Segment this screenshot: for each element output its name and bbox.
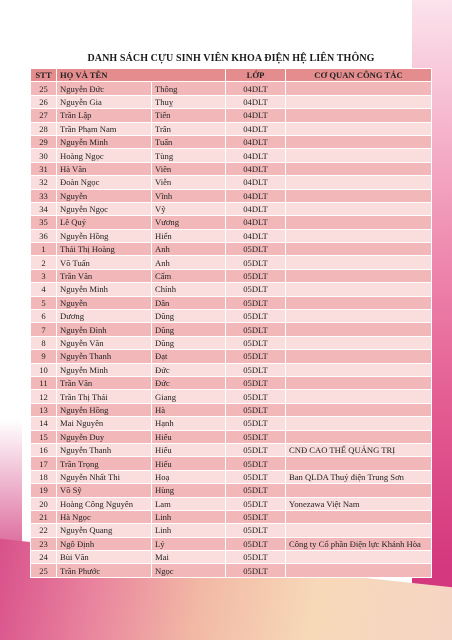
table-row [31, 310, 432, 323]
cell-lop: 04DLT [226, 162, 286, 175]
cell-ten: Vỹ [152, 202, 226, 215]
cell-co-quan: Ban QLDA Thuỷ điện Trung Sơn [286, 470, 432, 483]
cell-lop: 05DLT [226, 296, 286, 309]
table-row [31, 537, 432, 550]
cell-lop: 04DLT [226, 122, 286, 135]
cell-stt: 35 [31, 216, 57, 229]
cell-stt: 5 [31, 296, 57, 309]
cell-stt: 25 [31, 564, 57, 577]
cell-lop: 05DLT [226, 537, 286, 550]
cell-co-quan: Yonezawa Việt Nam [286, 497, 432, 510]
cell-ten: Viên [152, 162, 226, 175]
table-row [31, 443, 432, 456]
cell-ho: Nguyễn Minh [57, 135, 152, 148]
cell-lop: 04DLT [226, 149, 286, 162]
cell-ho: Mai Nguyên [57, 417, 152, 430]
cell-lop: 05DLT [226, 323, 286, 336]
cell-ten: Tuấn [152, 135, 226, 148]
cell-ho: Trần Văn [57, 269, 152, 282]
cell-stt: 11 [31, 376, 57, 389]
cell-stt: 28 [31, 122, 57, 135]
cell-lop: 04DLT [226, 176, 286, 189]
cell-lop: 05DLT [226, 443, 286, 456]
cell-stt: 12 [31, 390, 57, 403]
table-row [31, 256, 432, 269]
header-co-quan: CƠ QUAN CÔNG TÁC [286, 69, 432, 82]
cell-ho: Nguyễn Hồng [57, 229, 152, 242]
cell-lop: 05DLT [226, 470, 286, 483]
cell-ho: Nguyễn [57, 296, 152, 309]
cell-ho: Ngô Định [57, 537, 152, 550]
header-lop: LỚP [226, 69, 286, 82]
cell-ten: Viễn [152, 176, 226, 189]
cell-lop: 05DLT [226, 524, 286, 537]
cell-stt: 31 [31, 162, 57, 175]
cell-stt: 32 [31, 176, 57, 189]
cell-ten: Linh [152, 510, 226, 523]
cell-lop: 04DLT [226, 216, 286, 229]
cell-co-quan [286, 524, 432, 537]
cell-stt: 14 [31, 417, 57, 430]
cell-lop: 05DLT [226, 484, 286, 497]
cell-co-quan [286, 336, 432, 349]
cell-ten: Hiếu [152, 443, 226, 456]
table-row [31, 95, 432, 108]
cell-lop: 05DLT [226, 417, 286, 430]
cell-ten: Giang [152, 390, 226, 403]
cell-ho: Trần Phạm Nam [57, 122, 152, 135]
cell-ho: Hà Ngọc [57, 510, 152, 523]
cell-ho: Nguyễn Thanh [57, 350, 152, 363]
cell-ho: Nguyễn [57, 189, 152, 202]
cell-stt: 7 [31, 323, 57, 336]
cell-lop: 05DLT [226, 350, 286, 363]
cell-lop: 04DLT [226, 95, 286, 108]
cell-ten: Dân [152, 296, 226, 309]
cell-co-quan [286, 510, 432, 523]
cell-co-quan [286, 135, 432, 148]
cell-co-quan [286, 95, 432, 108]
cell-co-quan: CNĐ CAO THẾ QUẢNG TRỊ [286, 443, 432, 456]
cell-stt: 21 [31, 510, 57, 523]
header-stt: STT [31, 69, 57, 82]
cell-co-quan [286, 229, 432, 242]
cell-ho: Nguyễn Ngọc [57, 202, 152, 215]
cell-ten: Anh [152, 243, 226, 256]
cell-co-quan [286, 551, 432, 564]
table-row [31, 497, 432, 510]
cell-ten: Hiếu [152, 457, 226, 470]
table-row [31, 457, 432, 470]
table-row [31, 162, 432, 175]
cell-stt: 33 [31, 189, 57, 202]
cell-stt: 36 [31, 229, 57, 242]
table-row [31, 390, 432, 403]
cell-stt: 9 [31, 350, 57, 363]
cell-lop: 05DLT [226, 430, 286, 443]
cell-ho: Nguyễn Thanh [57, 443, 152, 456]
table-row [31, 323, 432, 336]
cell-lop: 04DLT [226, 109, 286, 122]
cell-co-quan [286, 417, 432, 430]
cell-ho: Nguyễn Văn [57, 336, 152, 349]
cell-lop: 05DLT [226, 390, 286, 403]
table-row [31, 243, 432, 256]
cell-ho: Võ Sỹ [57, 484, 152, 497]
cell-ten: Cẩm [152, 269, 226, 282]
cell-co-quan: Công ty Cổ phần Điện lực Khánh Hòa [286, 537, 432, 550]
cell-lop: 05DLT [226, 497, 286, 510]
cell-ho: Võ Tuấn [57, 256, 152, 269]
cell-stt: 22 [31, 524, 57, 537]
cell-co-quan [286, 109, 432, 122]
cell-ho: Hoàng Ngọc [57, 149, 152, 162]
cell-co-quan [286, 403, 432, 416]
cell-ho: Nguyễn Đình [57, 323, 152, 336]
cell-stt: 1 [31, 243, 57, 256]
cell-co-quan [286, 457, 432, 470]
cell-ten: Hà [152, 403, 226, 416]
cell-lop: 05DLT [226, 403, 286, 416]
cell-ho: Trần Thị Thái [57, 390, 152, 403]
table-row [31, 229, 432, 242]
cell-stt: 2 [31, 256, 57, 269]
cell-ten: Hiếu [152, 430, 226, 443]
cell-stt: 26 [31, 95, 57, 108]
table-row [31, 551, 432, 564]
cell-co-quan [286, 363, 432, 376]
cell-lop: 04DLT [226, 189, 286, 202]
cell-lop: 05DLT [226, 376, 286, 389]
cell-ten: Hùng [152, 484, 226, 497]
cell-ten: Mai [152, 551, 226, 564]
cell-ten: Đức [152, 376, 226, 389]
cell-ten: Tùng [152, 149, 226, 162]
cell-stt: 34 [31, 202, 57, 215]
cell-ho: Bùi Văn [57, 551, 152, 564]
cell-ten: Dũng [152, 323, 226, 336]
cell-co-quan [286, 162, 432, 175]
header-ho-ten: HỌ VÀ TÊN [57, 69, 226, 82]
cell-ho: Nguyễn Gia [57, 95, 152, 108]
cell-ten: Thông [152, 82, 226, 95]
cell-lop: 04DLT [226, 229, 286, 242]
table-row [31, 510, 432, 523]
cell-stt: 15 [31, 430, 57, 443]
cell-ho: Nguyễn Quang [57, 524, 152, 537]
table-row [31, 470, 432, 483]
cell-ten: Lý [152, 537, 226, 550]
table-row [31, 149, 432, 162]
cell-co-quan [286, 243, 432, 256]
cell-ho: Nguyễn Minh [57, 283, 152, 296]
cell-co-quan [286, 216, 432, 229]
cell-lop: 04DLT [226, 135, 286, 148]
cell-ho: Lê Quý [57, 216, 152, 229]
cell-co-quan [286, 390, 432, 403]
table-row [31, 484, 432, 497]
table-row [31, 564, 432, 577]
table-row [31, 417, 432, 430]
table-body [31, 82, 432, 577]
cell-lop: 05DLT [226, 564, 286, 577]
cell-stt: 24 [31, 551, 57, 564]
cell-co-quan [286, 310, 432, 323]
table-row [31, 82, 432, 95]
cell-lop: 05DLT [226, 510, 286, 523]
cell-ten: Hiển [152, 229, 226, 242]
cell-ho: Trần Phước [57, 564, 152, 577]
cell-co-quan [286, 176, 432, 189]
cell-ho: Dương [57, 310, 152, 323]
table-row [31, 403, 432, 416]
cell-lop: 05DLT [226, 243, 286, 256]
cell-ten: Lam [152, 497, 226, 510]
table-row [31, 430, 432, 443]
cell-stt: 20 [31, 497, 57, 510]
cell-lop: 05DLT [226, 269, 286, 282]
table-row [31, 122, 432, 135]
table-row [31, 350, 432, 363]
cell-stt: 16 [31, 443, 57, 456]
cell-ho: Nguyễn Hồng [57, 403, 152, 416]
table-row [31, 216, 432, 229]
cell-ten: Hoạ [152, 470, 226, 483]
cell-ten: Dũng [152, 310, 226, 323]
cell-stt: 18 [31, 470, 57, 483]
cell-co-quan [286, 430, 432, 443]
cell-co-quan [286, 564, 432, 577]
table-row [31, 176, 432, 189]
cell-stt: 23 [31, 537, 57, 550]
cell-ho: Hoàng Công Nguyên [57, 497, 152, 510]
cell-stt: 4 [31, 283, 57, 296]
cell-stt: 25 [31, 82, 57, 95]
cell-co-quan [286, 149, 432, 162]
cell-stt: 10 [31, 363, 57, 376]
cell-ten: Đạt [152, 350, 226, 363]
cell-co-quan [286, 323, 432, 336]
table-row [31, 336, 432, 349]
cell-lop: 05DLT [226, 457, 286, 470]
cell-lop: 04DLT [226, 82, 286, 95]
cell-stt: 6 [31, 310, 57, 323]
cell-ho: Trần Lập [57, 109, 152, 122]
table-row [31, 283, 432, 296]
cell-ho: Đoàn Ngọc [57, 176, 152, 189]
cell-co-quan [286, 269, 432, 282]
cell-stt: 3 [31, 269, 57, 282]
cell-stt: 27 [31, 109, 57, 122]
cell-lop: 05DLT [226, 256, 286, 269]
cell-lop: 05DLT [226, 551, 286, 564]
alumni-table [30, 68, 432, 578]
cell-ten: Tiến [152, 109, 226, 122]
cell-ten: Trân [152, 122, 226, 135]
page-title: DANH SÁCH CỰU SINH VIÊN KHOA ĐIỆN HỆ LIÊN THÔNG [87, 53, 375, 64]
cell-ho: Nguyễn Duy [57, 430, 152, 443]
cell-ho: Trần Văn [57, 376, 152, 389]
cell-lop: 05DLT [226, 336, 286, 349]
cell-co-quan [286, 283, 432, 296]
cell-co-quan [286, 296, 432, 309]
cell-stt: 19 [31, 484, 57, 497]
cell-ten: Chính [152, 283, 226, 296]
table-row [31, 269, 432, 282]
cell-lop: 05DLT [226, 310, 286, 323]
cell-co-quan [286, 256, 432, 269]
cell-stt: 30 [31, 149, 57, 162]
cell-co-quan [286, 189, 432, 202]
cell-ten: Vương [152, 216, 226, 229]
table-row [31, 189, 432, 202]
cell-lop: 05DLT [226, 363, 286, 376]
cell-stt: 13 [31, 403, 57, 416]
cell-lop: 04DLT [226, 202, 286, 215]
cell-ten: Linh [152, 524, 226, 537]
cell-ten: Ngọc [152, 564, 226, 577]
cell-co-quan [286, 82, 432, 95]
table-row [31, 376, 432, 389]
table-row [31, 296, 432, 309]
cell-ho: Nguyễn Đức [57, 82, 152, 95]
cell-ten: Thuỵ [152, 95, 226, 108]
cell-ho: Thái Thị Hoàng [57, 243, 152, 256]
cell-ten: Anh [152, 256, 226, 269]
cell-lop: 05DLT [226, 283, 286, 296]
cell-co-quan [286, 376, 432, 389]
table-row [31, 363, 432, 376]
cell-co-quan [286, 484, 432, 497]
cell-stt: 8 [31, 336, 57, 349]
cell-ho: Nguyễn Minh [57, 363, 152, 376]
cell-co-quan [286, 202, 432, 215]
cell-co-quan [286, 350, 432, 363]
cell-ten: Vĩnh [152, 189, 226, 202]
table-row [31, 135, 432, 148]
cell-ho: Trần Trọng [57, 457, 152, 470]
table-row [31, 524, 432, 537]
cell-stt: 17 [31, 457, 57, 470]
table-header-row [31, 69, 432, 82]
cell-ten: Dũng [152, 336, 226, 349]
table-row [31, 202, 432, 215]
cell-ten: Đức [152, 363, 226, 376]
cell-ten: Hạnh [152, 417, 226, 430]
table-row [31, 109, 432, 122]
cell-co-quan [286, 122, 432, 135]
cell-ho: Hà Văn [57, 162, 152, 175]
cell-stt: 29 [31, 135, 57, 148]
cell-ho: Nguyễn Nhất Thi [57, 470, 152, 483]
